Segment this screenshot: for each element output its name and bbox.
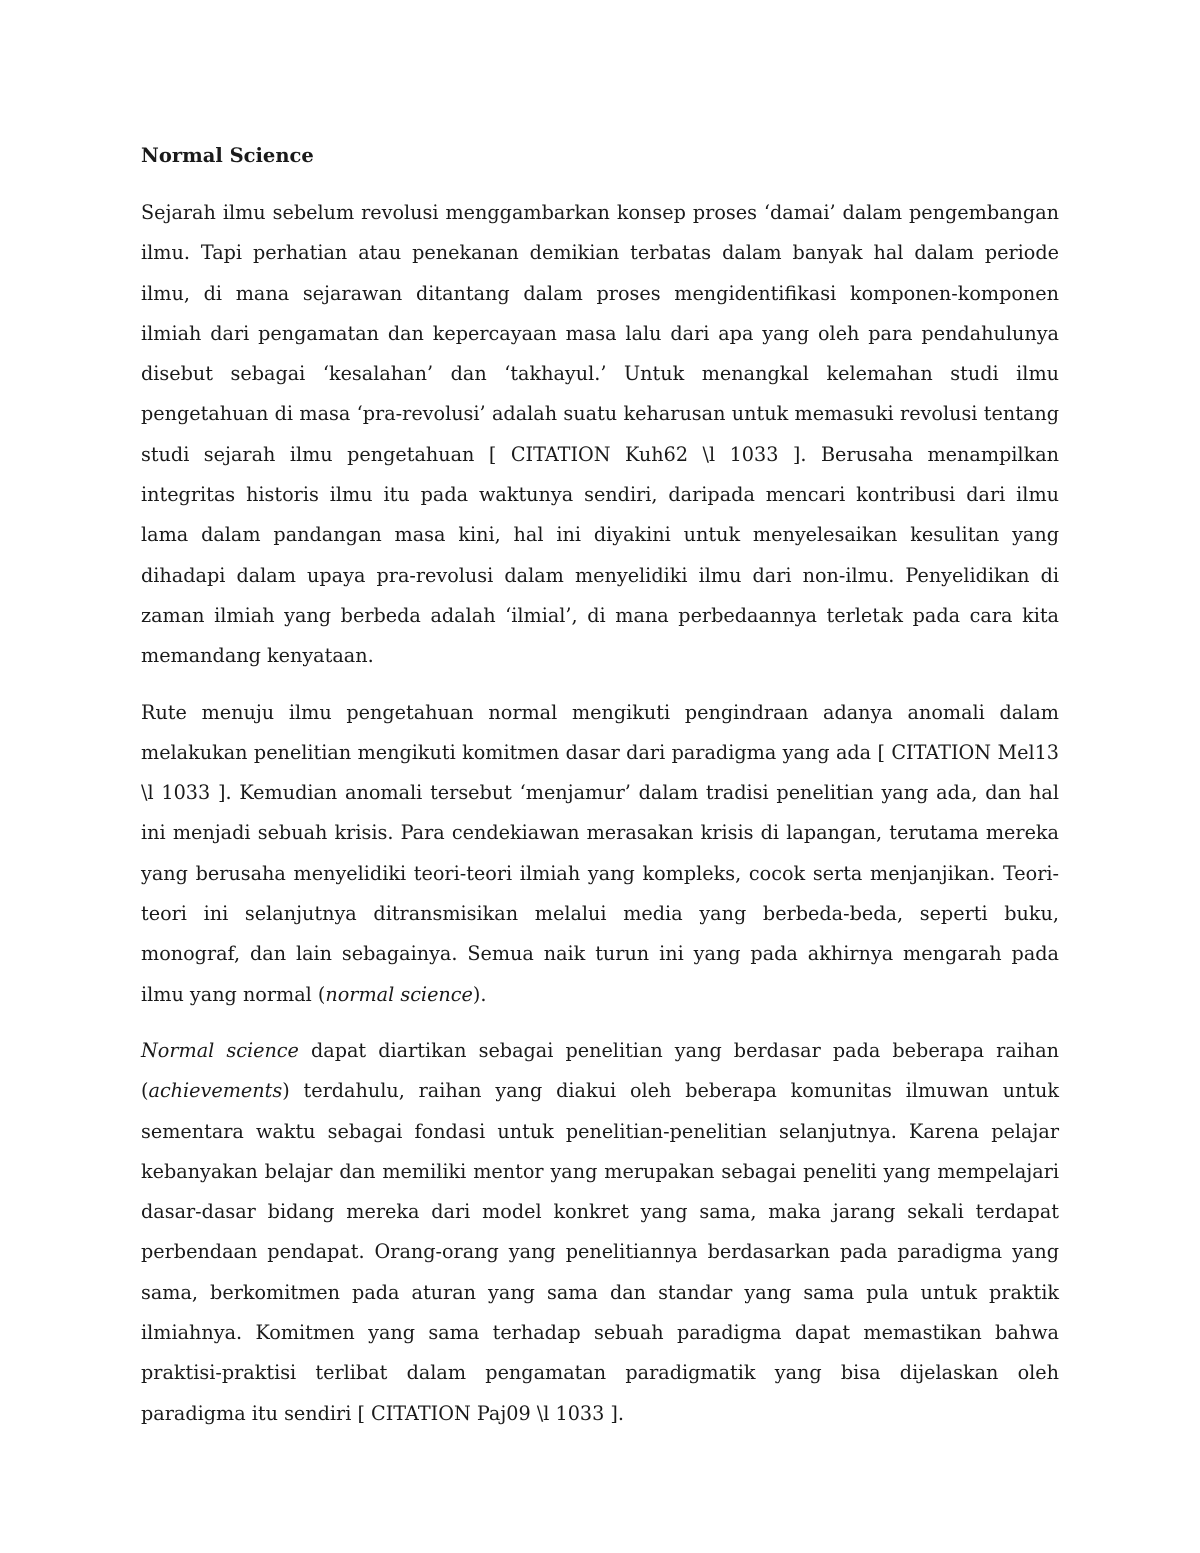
paragraph-2 [141,693,1059,1015]
paragraph-3 [141,1031,1059,1434]
page-title: Normal Science [141,144,314,167]
paragraph-text: ). [472,982,487,1006]
paragraph-text: Sejarah ilmu sebelum revolusi menggambarkan konsep proses ‘damai’ dalam pengembangan ilmu. Tapi perhatian atau penekanan demikian terbatas dalam banyak hal dalam periode ilmu, di mana sejarawan ditantang dalam proses mengidentifikasi komponen-komponen ilmiah dari pengamatan dan kepercayaan masa lalu dari apa yang oleh para pendahulunya disebut sebagai ‘kesalahan’ dan ‘takhayul.’ Untuk menangkal kelemahan studi ilmu pengetahuan di masa ‘pra-revolusi’ adalah suatu keharusan untuk memasuki revolusi tentang studi sejarah ilmu pengetahuan [ CITATION Kuh62 \l 1033 ]. Berusaha menampilkan integritas historis ilmu itu pada waktunya sendiri, daripada mencari kontribusi dari ilmu lama dalam pandangan masa kini, hal ini diyakini untuk menyelesaikan kesulitan yang dihadapi dalam upaya pra-revolusi dalam menyelidiki ilmu dari non-ilmu. Penyelidikan di zaman ilmiah yang berbeda adalah ‘ilmial’, di mana perbedaannya terletak pada cara kita memandang kenyataan. [141,201,1059,668]
paragraph-text: ) terdahulu, raihan yang diakui oleh beberapa komunitas ilmuwan untuk sementara waktu sebagai fondasi untuk penelitian-penelitian selanjutnya. Karena pelajar kebanyakan belajar dan memiliki mentor yang merupakan sebagai peneliti yang mempelajari dasar-dasar bidang mereka dari model konkret yang sama, maka jarang sekali terdapat perbendaan pendapat. Orang-orang yang penelitiannya berdasarkan pada paradigma yang sama, berkomitmen pada aturan yang sama dan standar yang sama pula untuk praktik ilmiahnya. Komitmen yang sama terhadap sebuah paradigma dapat memastikan bahwa praktisi-praktisi terlibat dalam pengamatan paradigmatik yang bisa dijelaskan oleh paradigma itu sendiri [ CITATION Paj09 \l 1033 ]. [141,1079,1059,1425]
italic-term: achievements [148,1079,283,1103]
paragraph-text: Rute menuju ilmu pengetahuan normal mengikuti pengindraan adanya anomali dalam melakukan penelitian mengikuti komitmen dasar dari paradigma yang ada [ CITATION Mel13 \l 1033 ]. Kemudian anomali tersebut ‘menjamur’ dalam tradisi penelitian yang ada, dan hal ini menjadi sebuah krisis. Para cendekiawan merasakan krisis di lapangan, terutama mereka yang berusaha menyelidiki teori-teori ilmiah yang kompleks, cocok serta menjanjikan. Teori-teori ini selanjutnya ditransmisikan melalui media yang berbeda-beda, seperti buku, monograf, dan lain sebagainya. Semua naik turun ini yang pada akhirnya mengarah pada ilmu yang normal ( [141,700,1059,1006]
italic-term: normal science [325,982,473,1006]
italic-term: Normal science [141,1038,299,1062]
document-page [141,139,1059,1434]
paragraph-1 [141,193,1059,677]
paragraph-text: dapat diartikan sebagai penelitian yang berdasar pada beberapa raihan ( [141,1038,1059,1103]
